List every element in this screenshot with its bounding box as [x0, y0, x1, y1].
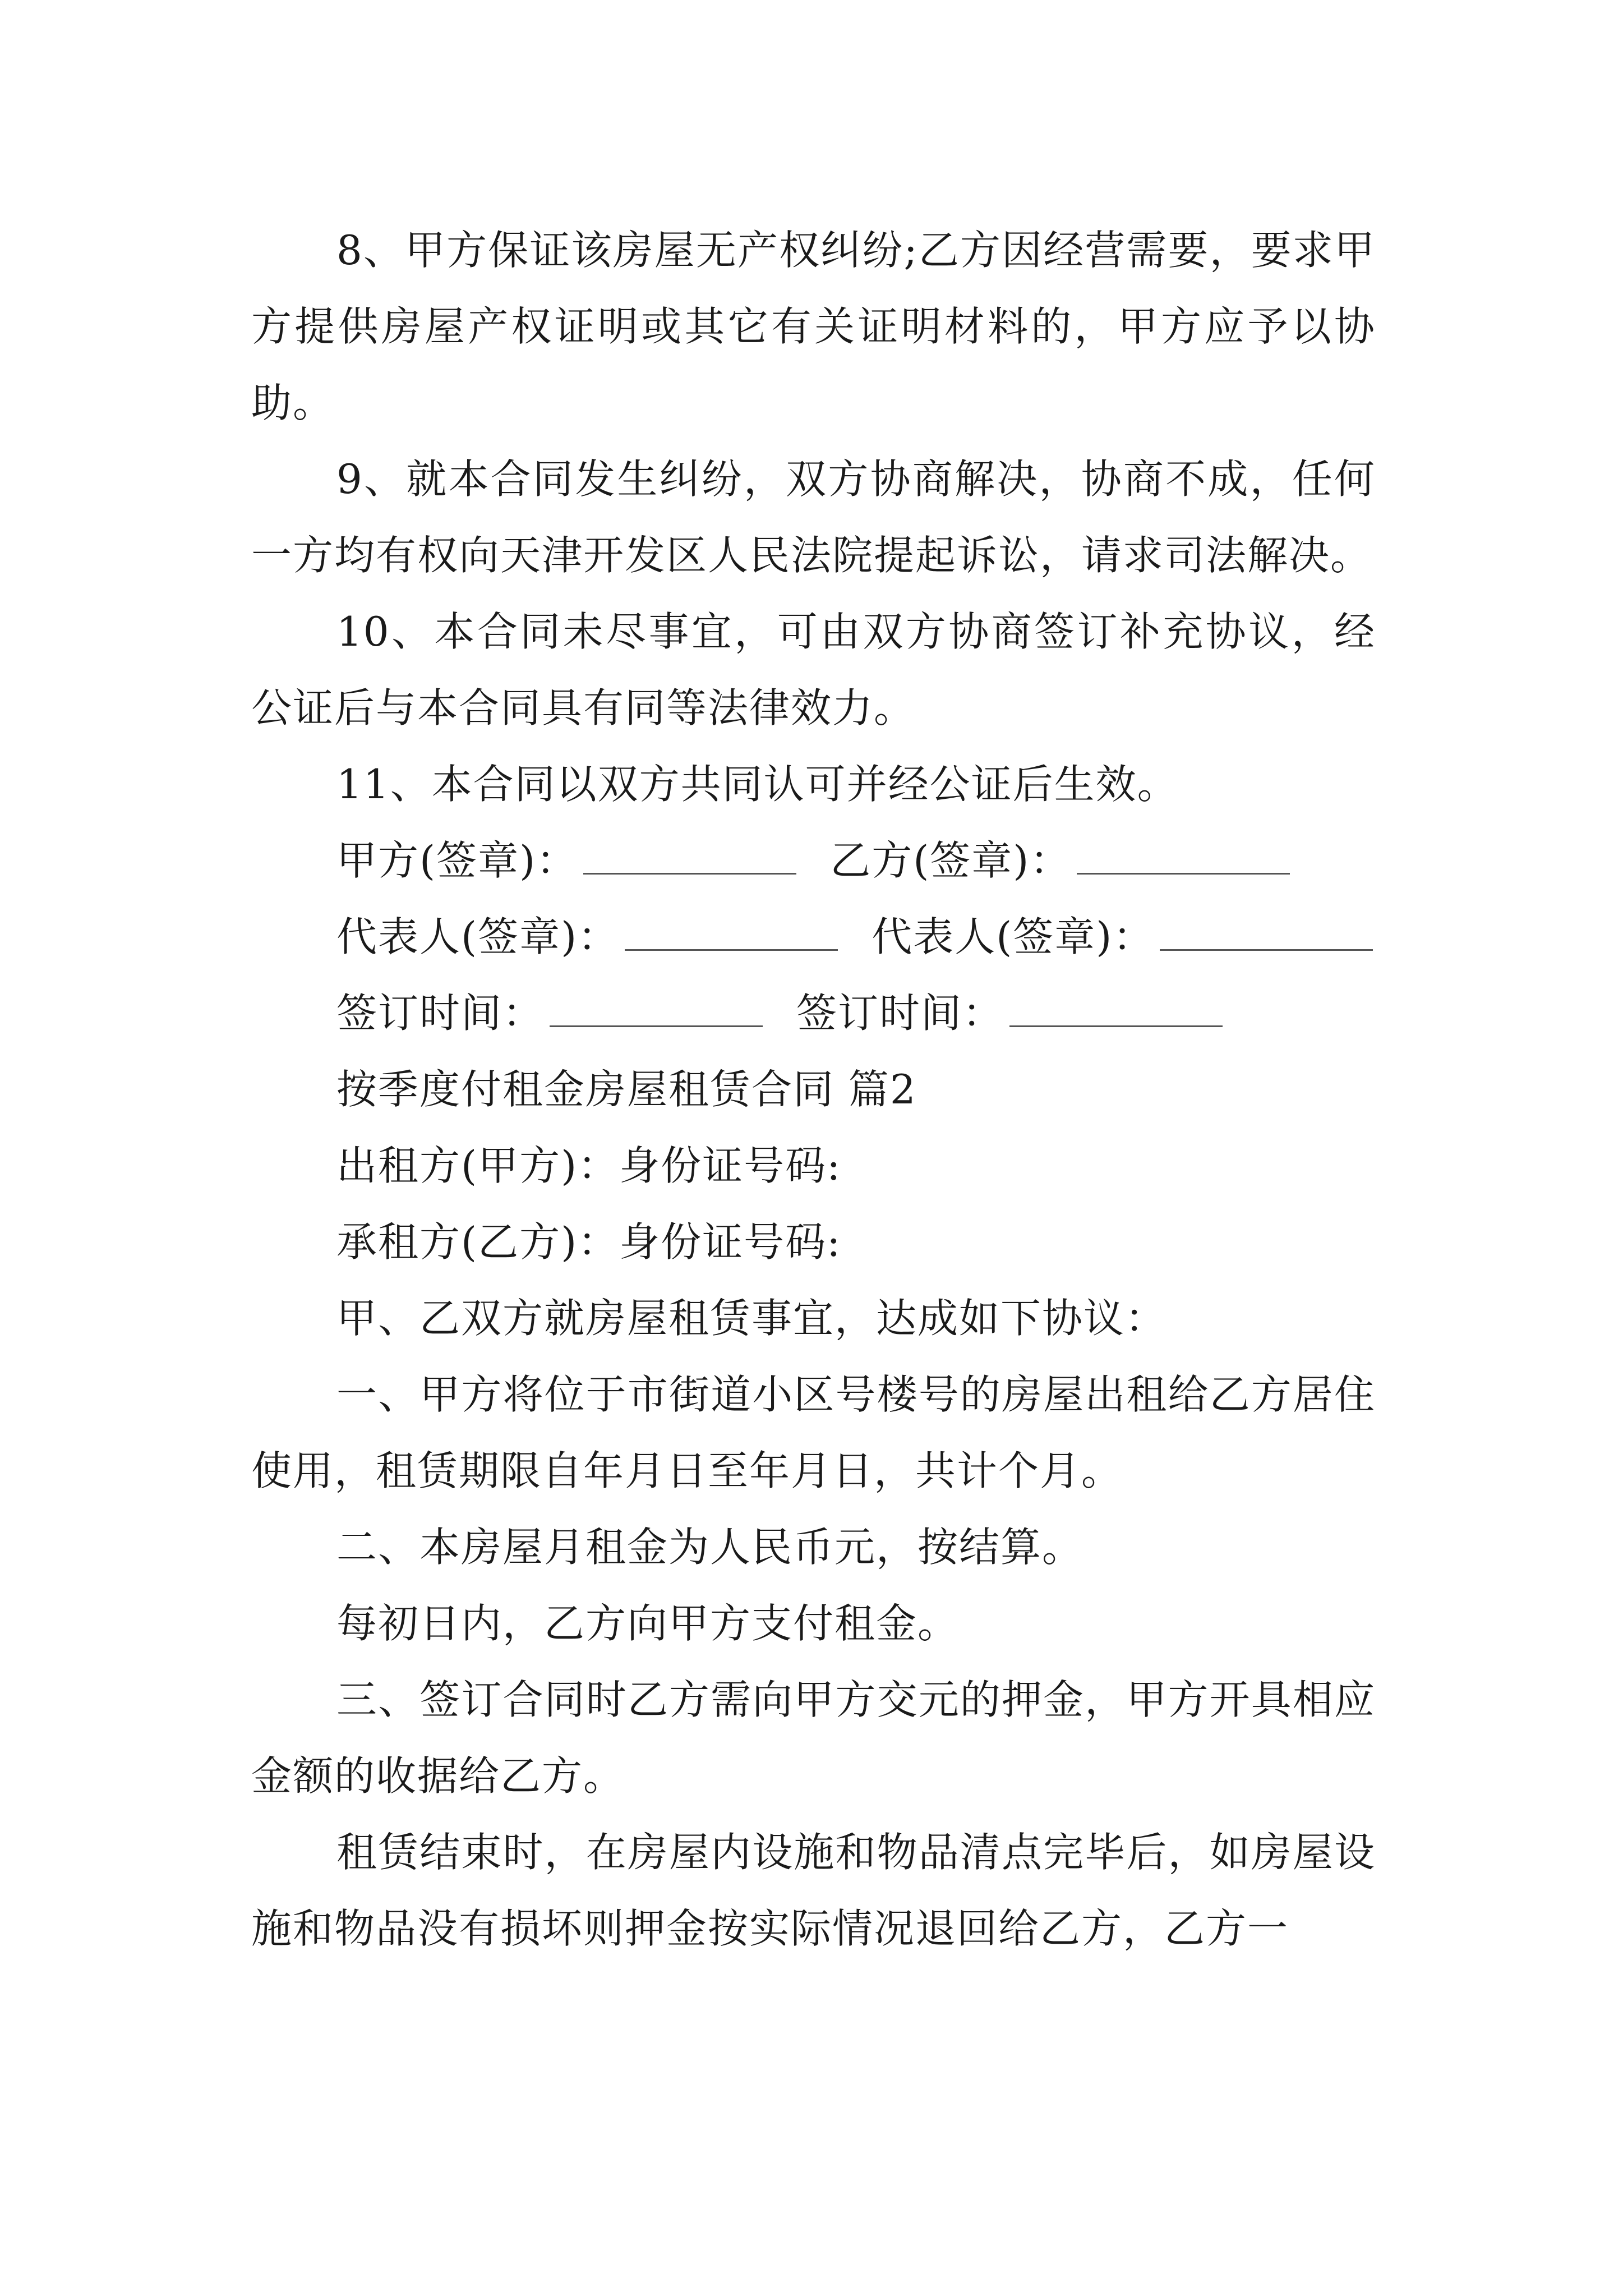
rep-b-label: 代表人(签章)： — [872, 913, 1155, 960]
lessee-line: 承租方(乙方)：身份证号码: — [336, 1218, 842, 1266]
document-body — [251, 212, 1376, 1967]
date-a-blank — [550, 993, 763, 1027]
section-title: 按季度付租金房屋租赁合同 篇2 — [336, 1066, 917, 1113]
clause-11: 11、本合同以双方共同认可并经公证后生效。 — [336, 761, 1179, 808]
clause-10: 10、本合同未尽事宜，可由双方协商签订补充协议，经公证后与本合同具有同等法律效力。 — [251, 608, 1376, 731]
rep-b-blank — [1160, 917, 1373, 951]
term-1: 一、甲方将位于市街道小区号楼号的房屋出租给乙方居住使用，租赁期限自年月日至年月日，共计个月。 — [251, 1371, 1376, 1494]
deposit-return: 租赁结束时，在房屋内设施和物品清点完毕后，如房屋设施和物品没有损坏则押金按实际情况退回给乙方，乙方一 — [251, 1829, 1376, 1952]
rep-a-blank — [625, 917, 838, 951]
date-a-label: 签订时间： — [336, 990, 545, 1037]
signature-row-rep — [251, 899, 1376, 975]
clause-9: 9、就本合同发生纠纷，双方协商解决，协商不成，任何一方均有权向天津开发区人民法院提起诉讼，请求司法解决。 — [251, 455, 1376, 579]
rep-a-label: 代表人(签章)： — [336, 913, 620, 960]
party-b-seal-label: 乙方(签章)： — [830, 837, 1072, 884]
party-a-seal-label: 甲方(签章)： — [336, 837, 578, 884]
party-b-seal-blank — [1077, 840, 1290, 875]
signature-row-party — [251, 822, 1376, 899]
term-2-note: 每初日内，乙方向甲方支付租金。 — [336, 1600, 960, 1647]
term-3: 三、签订合同时乙方需向甲方交元的押金，甲方开具相应金额的收据给乙方。 — [251, 1676, 1376, 1800]
party-a-seal-blank — [583, 840, 796, 875]
lessor-line: 出租方(甲方)：身份证号码: — [336, 1142, 842, 1189]
signature-row-date — [251, 975, 1376, 1051]
term-2: 二、本房屋月租金为人民币元，按结算。 — [336, 1524, 1084, 1571]
clause-8: 8、甲方保证该房屋无产权纠纷;乙方因经营需要，要求甲方提供房屋产权证明或其它有关证明材料的，甲方应予以协助。 — [251, 227, 1376, 426]
date-b-label: 签订时间： — [796, 990, 1004, 1037]
intro-line: 甲、乙双方就房屋租赁事宜，达成如下协议： — [336, 1295, 1167, 1342]
date-b-blank — [1009, 993, 1223, 1027]
